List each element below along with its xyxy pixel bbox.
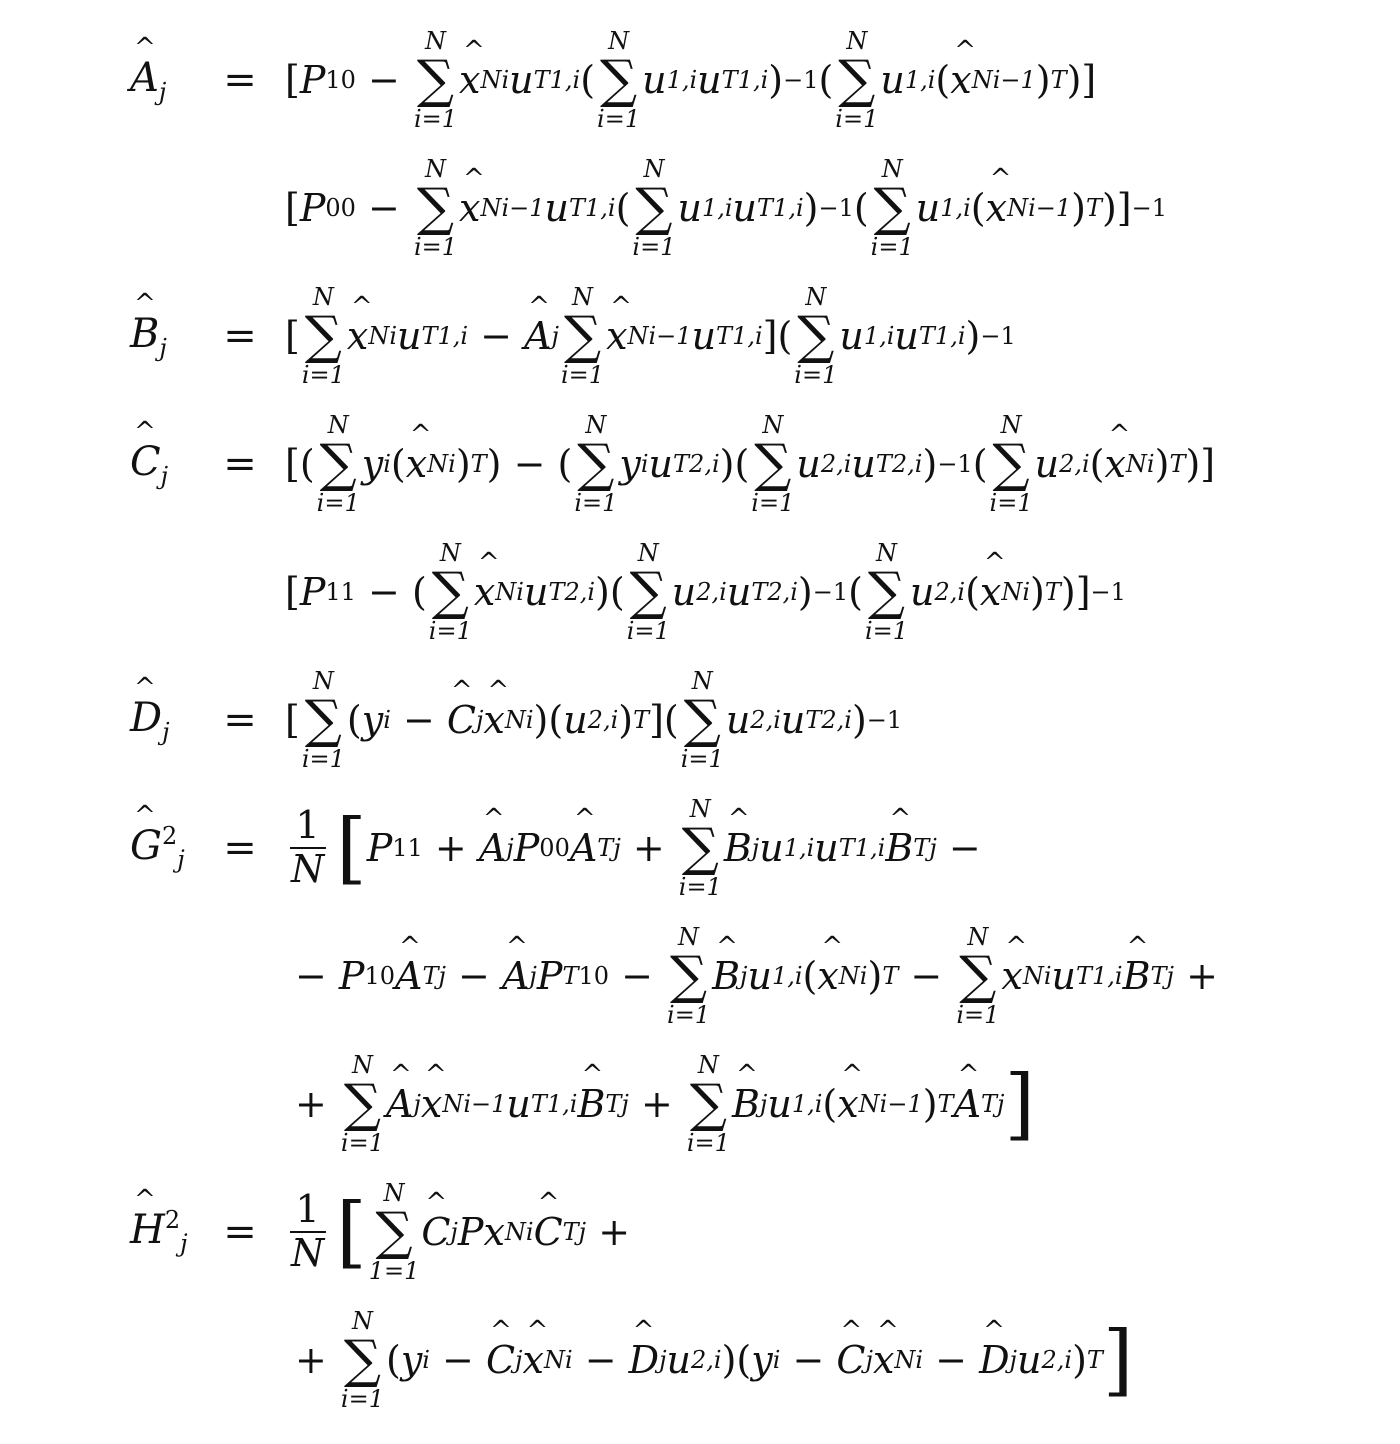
equation-G-line2 — [0, 916, 1400, 1036]
lhs-B: ^ $B_j$ — [130, 311, 200, 362]
rhs-G-line2: − P 10 ^ A T j − ^ A j P T 10 − N ∑ i=1 ^ B j u 1,i ( ^ x N i ) T − N ∑ i=1 ^ x N i u T 1,i ^ B T j + — [295, 925, 1218, 1028]
rhs-G-line3: + N ∑ i=1 ^ A j ^ x N i−1 u T 1,i ^ B T j + N ∑ i=1 ^ B j u 1,i ( ^ x N i−1 ) T ^ A T j ] — [295, 1053, 1035, 1156]
lhs-G: ^ $G^2_j$ — [130, 822, 200, 873]
rhs-B-line1: [ N ∑ i=1 ^ x N i u T 1,i − ^ A j N ∑ i=1 ^ x N i−1 u T 1,i ]( N ∑ i=1 u 1,i u T 1,i ) −1 — [285, 285, 1016, 388]
equation-G-line3 — [0, 1044, 1400, 1164]
lhs-C: ^ $C_j$ — [130, 439, 200, 490]
equation-H-line1 — [0, 1172, 1400, 1292]
rhs-A-line2: [ P 00 − N ∑ i=1 ^ x N i−1 u T 1,i ( N ∑ i=1 u 1,i u T 1,i ) −1 ( N ∑ i=1 u 1,i ( ^ x N i−1 ) T )] −1 — [285, 157, 1167, 260]
rhs-A-line1: [ P 10 − N ∑ i=1 ^ x N i u T 1,i ( N ∑ i=1 u 1,i u T 1,i ) −1 ( N ∑ i=1 u 1,i ( ^ x N i−1 ) T )] — [285, 29, 1096, 132]
equation-C-line1 — [0, 404, 1400, 524]
lhs-D: ^ $D_j$ — [130, 695, 200, 746]
equals-sign: = — [223, 57, 257, 103]
equals-sign: = — [223, 441, 257, 487]
rhs-C-line1: [( N ∑ i=1 y i ( ^ x N i ) T ) − ( N ∑ i=1 y i u T 2,i )( N ∑ i=1 u 2,i u T 2,i ) −1 ( N ∑ i=1 u 2,i ( ^ x N i ) T )] — [285, 413, 1215, 516]
equals-sign: = — [223, 1209, 257, 1255]
lhs-A: ^ $A_j$ — [130, 55, 200, 106]
equals-sign: = — [223, 825, 257, 871]
equation-G-line1 — [0, 788, 1400, 908]
equation-A-line1 — [0, 20, 1400, 140]
equation-C-line2 — [0, 532, 1400, 652]
equation-D-line1 — [0, 660, 1400, 780]
rhs-D-line1: [ N ∑ i=1 ( y i − ^ C j ^ x N i )( u 2,i ) T ]( N ∑ i=1 u 2,i u T 2,i ) −1 — [285, 669, 902, 772]
lhs-H: ^ $H^2_j$ — [130, 1206, 200, 1257]
equals-sign: = — [223, 697, 257, 743]
rhs-H-line1: $\frac{1}{N}$ [ N ∑ 1=1 ^ C j P x N i ^ C T j + — [285, 1181, 630, 1284]
rhs-C-line2: [ P 11 − ( N ∑ i=1 ^ x N i u T 2,i )( N ∑ i=1 u 2,i u T 2,i ) −1 ( N ∑ i=1 u 2,i ( ^ x N i ) T )] −1 — [285, 541, 1126, 644]
equals-sign: = — [223, 313, 257, 359]
rhs-H-line2: + N ∑ i=1 ( y i − ^ C j ^ x N i − ^ D j u 2,i )( y i − ^ C j ^ x N i − ^ D j u 2,i ) T ] — [295, 1309, 1133, 1412]
equation-H-line2 — [0, 1300, 1400, 1420]
rhs-G-line1: $\frac{1}{N}$ [ P 11 + ^ A j P 00 ^ A T j + N ∑ i=1 ^ B j u 1,i u T 1,i ^ B T j − — [285, 797, 981, 900]
equation-A-line2 — [0, 148, 1400, 268]
equation-B-line1 — [0, 276, 1400, 396]
